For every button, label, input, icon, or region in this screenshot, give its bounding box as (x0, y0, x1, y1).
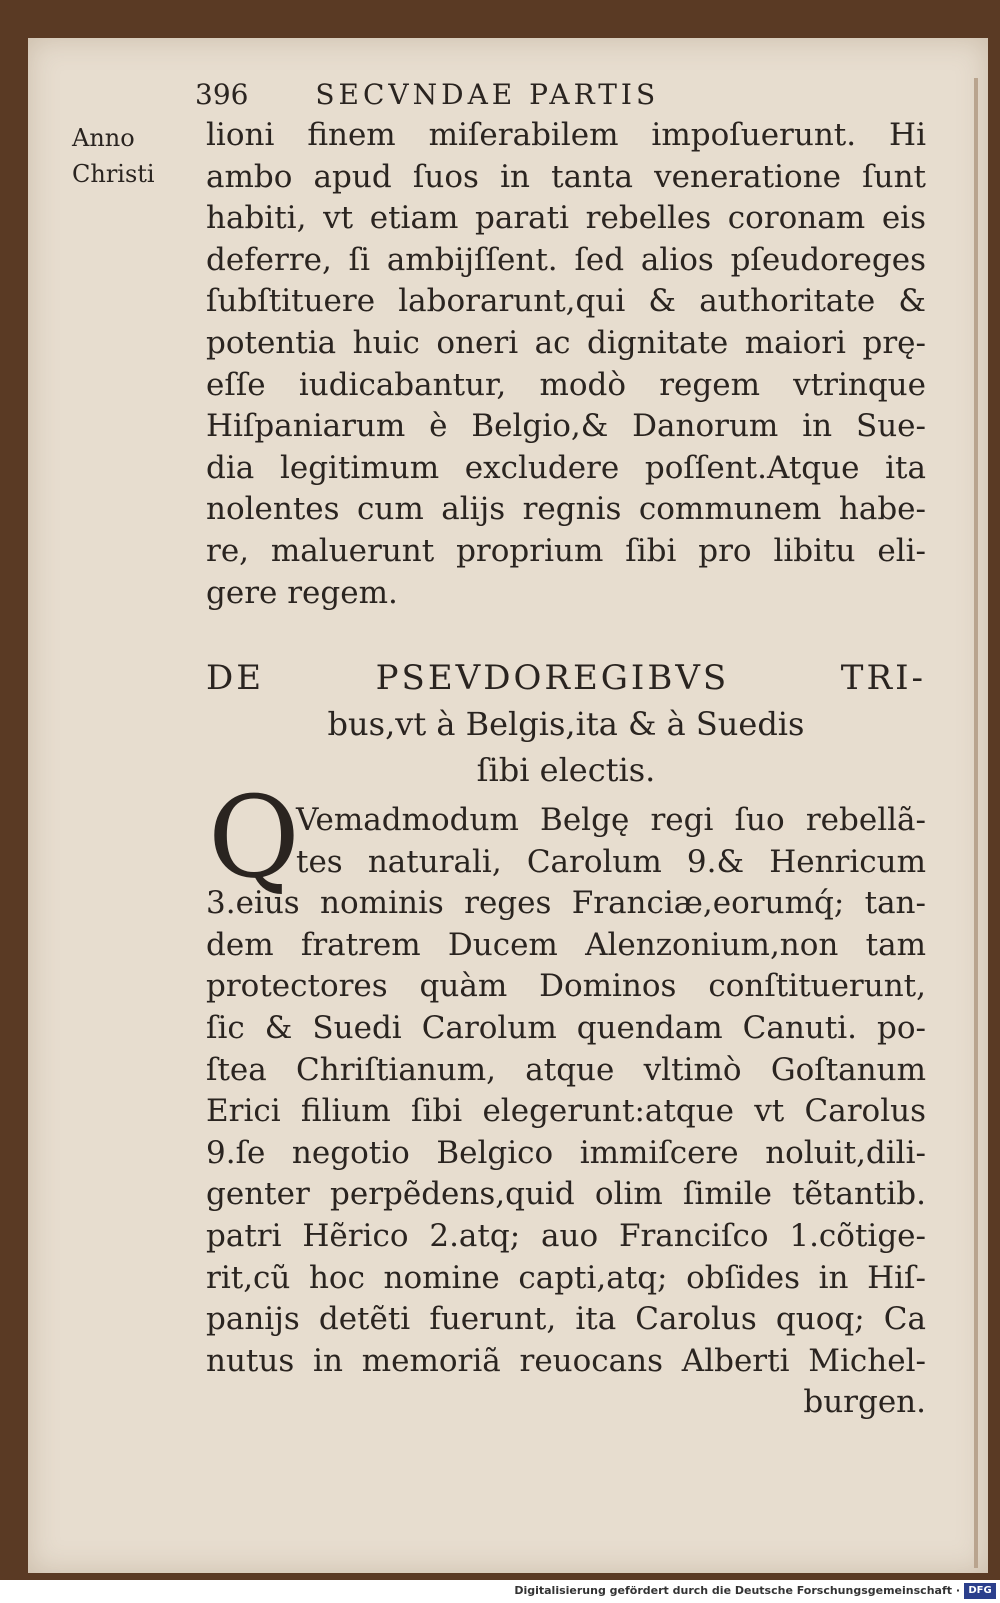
text-line: nolentes cum alijs regnis communem habe- (206, 491, 926, 528)
page-edge (974, 78, 978, 1568)
text-line: rit,cũ hoc nomine capti,atq; obſides in Hiſ- (206, 1259, 926, 1296)
text-line: dia legitimum excludere poſſent.Atque ita (206, 449, 926, 486)
text-line: Hiſpaniarum è Belgio,& Danorum in Sue- (206, 408, 926, 445)
text-line: ambo apud ſuos in tanta veneratione ſunt (206, 158, 926, 195)
margin-note-line: Anno (72, 124, 135, 152)
text-line: panijs detẽti fuerunt, ita Carolus quoq; Ca (206, 1301, 926, 1338)
footer-bar (0, 1580, 1000, 1603)
text-line: protectores quàm Dominos conſtituerunt, (206, 968, 926, 1005)
text-line: patri Hẽrico 2.atq; auo Franciſco 1.cõtige- (206, 1217, 926, 1254)
text-line: tes naturali, Carolum 9.& Henricum (296, 843, 926, 880)
text-line: 9.ſe negotio Belgico immiſcere noluit,dili- (206, 1134, 926, 1171)
text-line: ſtea Chriſtianum, atque vltimò Goſtanum (206, 1051, 926, 1088)
text-line: re, maluerunt proprium ſibi pro libitu eli- (206, 532, 926, 569)
text-line: dem fratrem Ducem Alenzonium,non tam (206, 926, 926, 963)
paragraph-2 (206, 800, 926, 1424)
text-line: Vemadmodum Belgę regi ſuo rebellã- (296, 802, 926, 838)
footer-credit: Digitalisierung gefördert durch die Deutsche Forschungsgemeinschaft · (514, 1584, 960, 1597)
section-title-line: DE PSEVDOREGIBVS TRI- (206, 658, 926, 698)
running-head (195, 78, 659, 111)
running-head-title: SECVNDAE PARTIS (315, 78, 660, 111)
text-line: gere regem. (206, 574, 398, 611)
text-line: nutus in memoriã reuocans Alberti Michel- (206, 1342, 926, 1379)
margin-note-line: Christi (72, 160, 155, 188)
section-title-line: ſibi electis. (476, 751, 656, 789)
section-title (206, 655, 926, 793)
text-line: genter perpẽdens,quid olim ſimile tẽtantib. (206, 1176, 926, 1213)
drop-cap: Q (208, 773, 300, 903)
text-line: ſubſtituere laborarunt,qui & authoritate & (206, 283, 926, 320)
page-number: 396 (195, 78, 249, 111)
text-line: habiti, vt etiam parati rebelles coronam eis (206, 200, 926, 237)
text-line: lioni finem miſerabilem impoſuerunt. Hi (206, 117, 926, 153)
text-line: 3.eius nominis reges Franciæ,eorumq́; tan- (206, 885, 926, 922)
dfg-logo: DFG (964, 1583, 996, 1599)
text-line: ſic & Suedi Carolum quendam Canuti. po- (206, 1009, 926, 1046)
section-title-line: bus,vt à Belgis,ita & à Suedis (327, 705, 805, 743)
text-line: deferre, ſi ambijſſent. ſed alios pſeudoreges (206, 241, 926, 278)
text-line: burgen. (803, 1384, 926, 1421)
paragraph-1 (206, 115, 926, 614)
text-line: potentia huic oneri ac dignitate maiori prę- (206, 324, 926, 361)
text-line: eſſe iudicabantur, modò regem vtrinque (206, 366, 926, 403)
margin-note (72, 120, 155, 192)
text-line: Erici filium ſibi elegerunt:atque vt Carolus (206, 1093, 926, 1130)
